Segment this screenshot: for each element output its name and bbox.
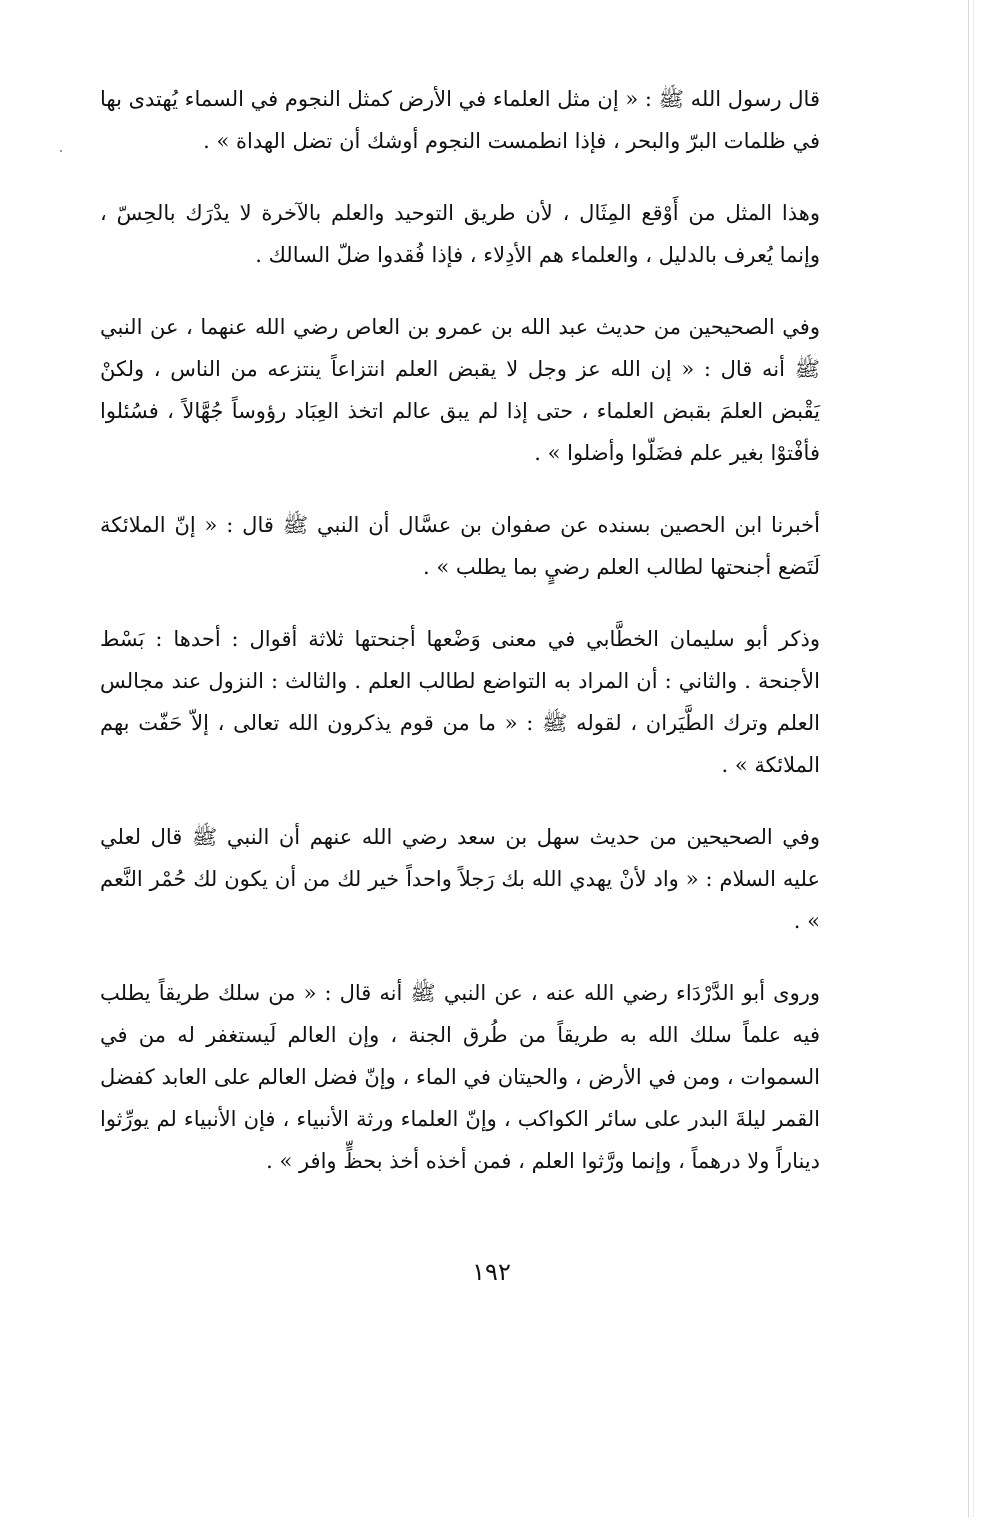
paragraph-1: قال رسول الله ﷺ : « إن مثل العلماء في الأرض كمثل النجوم في السماء يُهتدى بها في ظلمات البرّ والبحر ، فإذا انطمست النجوم أوشك أن تضل الهداة » .: [100, 87, 820, 153]
page-number: ١٩٢: [472, 1258, 511, 1286]
paragraph-6: وفي الصحيحين من حديث سهل بن سعد رضي الله عنهم أن النبي ﷺ قال لعلي عليه السلام : « واد لأنْ يهدي الله بك رَجلاً واحداً خير لك من أن يكون لك حُمْر النَّعم » .: [100, 825, 820, 933]
page-edge-shadow: [968, 0, 974, 1517]
paragraph-4: أخبرنا ابن الحصين بسنده عن صفوان بن عسَّال أن النبي ﷺ قال : « إنّ الملائكة لَتَضع أجنحتها لطالب العلم رضيٍ بما يطلب » .: [100, 513, 820, 579]
page-body: [100, 78, 820, 1212]
paragraph-2: وهذا المثل من أَوْقع المِثَال ، لأن طريق التوحيد والعلم بالآخرة لا يدْرَك بالحِسّ ، وإنما يُعرف بالدليل ، والعلماء هم الأدِلاء ، فإذا فُقدوا ضلّ السالك .: [100, 201, 820, 267]
paragraph-5: وذكر أبو سليمان الخطَّابي في معنى وَضْعها أجنحتها ثلاثة أقوال : أحدها : بَسْط الأجنحة . والثاني : أن المراد به التواضع لطالب العلم . والثالث : النزول عند مجالس العلم وترك الطَّيَران ، لقوله ﷺ : « ما من قوم يذكرون الله تعالى ، إلاّ حَفّت بهم الملائكة » .: [100, 627, 820, 777]
paragraph-3: وفي الصحيحين من حديث عبد الله بن عمرو بن العاص رضي الله عنهما ، عن النبي ﷺ أنه قال : « إن الله عز وجل لا يقبض العلم انتزاعاً ينتزعه من الناس ، ولكنْ يَقْبض العلمَ بقبض العلماء ، حتى إذا لم يبق عالم اتخذ العِبَاد رؤوساً جُهَّالاً ، فسُئلوا فأفْتوْا بغير علم فضَلّوا وأضلوا » .: [100, 315, 821, 465]
scan-speck: [60, 150, 62, 152]
paragraph-7: وروى أبو الدَّرْدَاء رضي الله عنه ، عن النبي ﷺ أنه قال : « من سلك طريقاً يطلب فيه علماً سلك الله به طريقاً من طُرق الجنة ، وإن العالم لَيستغفر له من في السموات ، ومن في الأرض ، والحيتان في الماء ، وإنّ فضل العالم على العابد كفضل القمر ليلةَ البدر على سائر الكواكب ، وإنّ العلماء ورثة الأنبياء ، فإن الأنبياء لم يورِّثوا ديناراً ولا درهماً ، وإنما ورَّثوا العلم ، فمن أخذه أخذ بحظٍّ وافر » .: [100, 981, 820, 1173]
